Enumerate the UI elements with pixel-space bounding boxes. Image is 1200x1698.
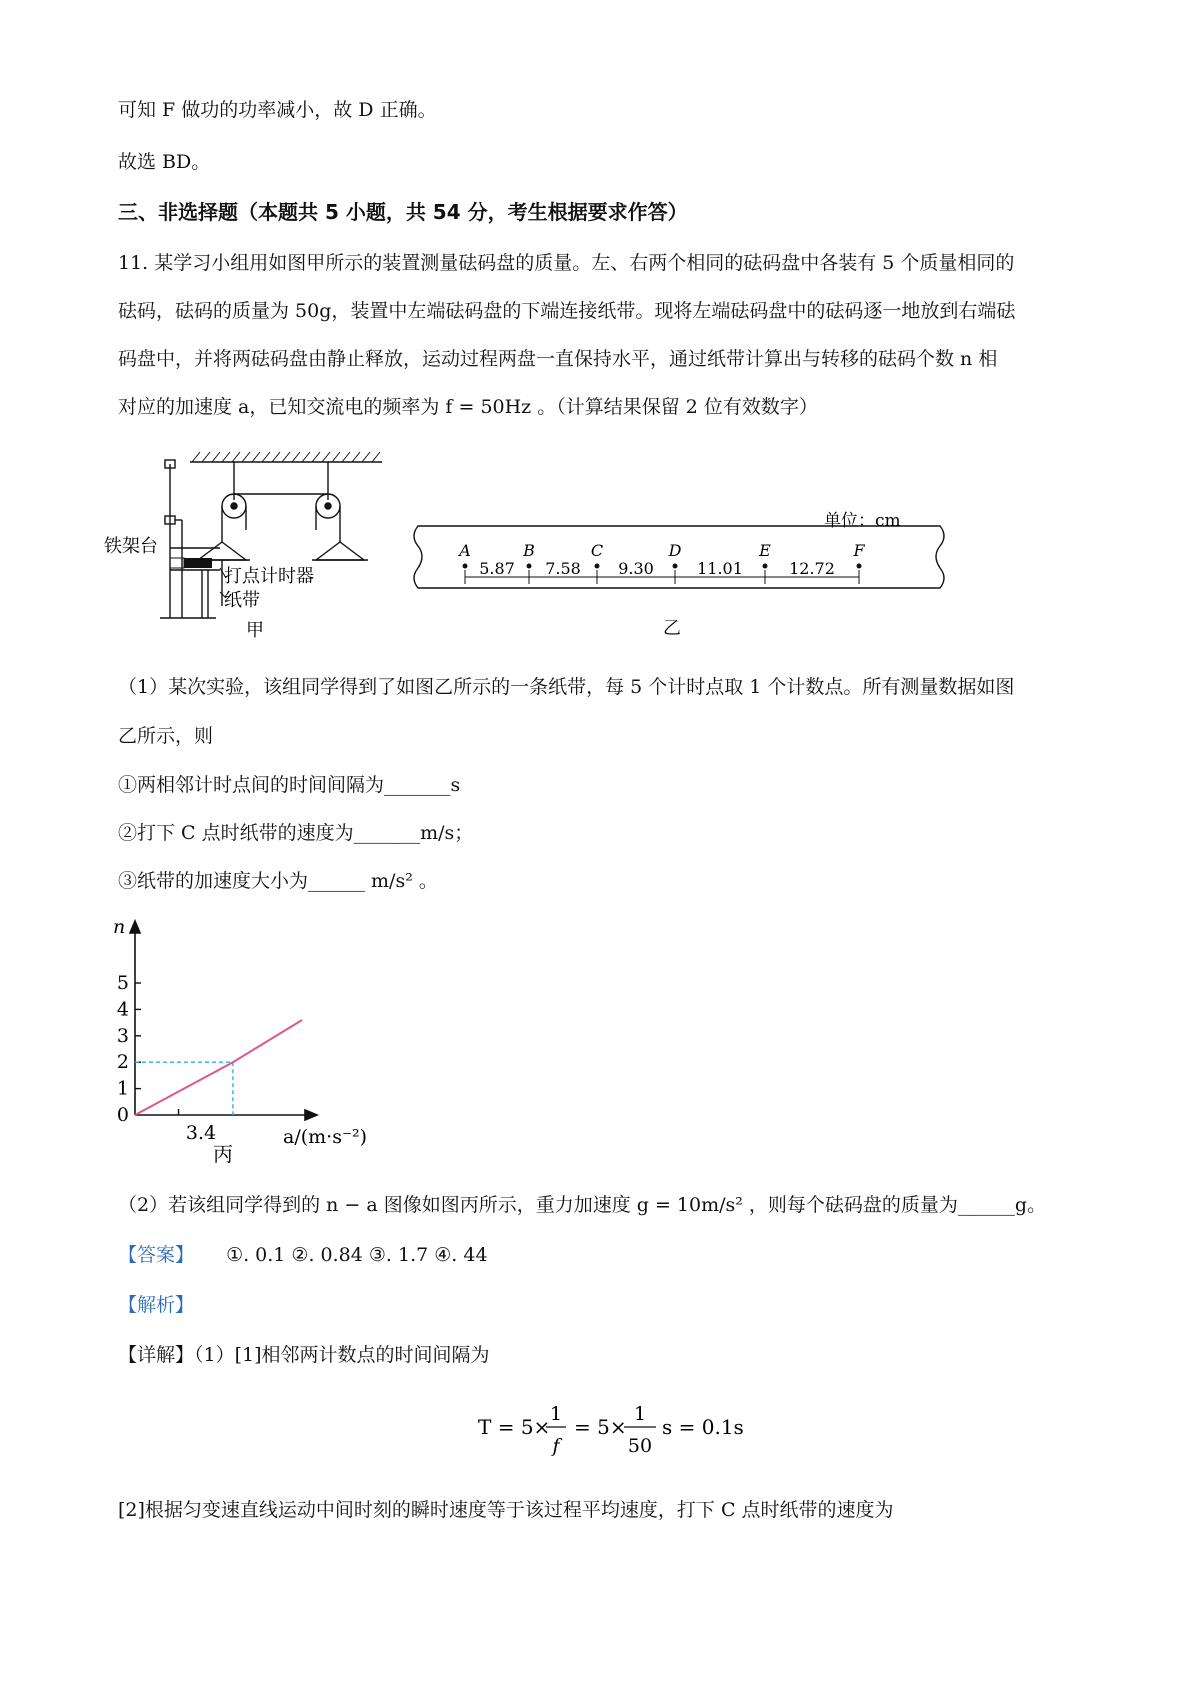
x-tick-label: 3.4	[185, 1122, 217, 1144]
fraction-2-denominator: 50	[627, 1435, 653, 1457]
x-axis-arrow	[305, 1110, 317, 1120]
fraction-1-denominator: f	[552, 1435, 560, 1457]
fraction-2-numerator: 1	[633, 1403, 647, 1425]
question-11-line-2: 砝码，砝码的质量为 50g，装置中左端砝码盘的下端连接纸带。现将左端砝码盘中的砝码逐一地放到右端砝	[118, 300, 1016, 322]
question-11-line-3: 码盘中，并将两砝码盘由静止释放，运动过程两盘一直保持水平，通过纸带计算出与转移的砝码个数 n 相	[118, 348, 998, 370]
tape-dot-d	[673, 564, 678, 569]
detail-line-2: [2]根据匀变速直线运动中间时刻的瞬时速度等于该过程平均速度，打下 C 点时纸带的速度为	[118, 1499, 894, 1521]
question-1-line-2: 乙所示，则	[118, 725, 214, 747]
distance-ab: 5.87	[479, 559, 515, 578]
tape-dot-a	[463, 564, 468, 569]
point-label-c: C	[590, 541, 604, 560]
unit-label: 单位：cm	[824, 511, 901, 531]
text-line-1: 可知 F 做功的功率减小，故 D 正确。	[118, 99, 437, 121]
text-line-2: 故选 BD。	[118, 151, 211, 173]
question-2-line: （2）若该组同学得到的 n − a 图像如图丙所示，重力加速度 g = 10m/s² ，则每个砝码盘的质量为______g。	[118, 1194, 1047, 1216]
tape-dot-b	[527, 564, 532, 569]
question-11-line-1: 11. 某学习小组用如图甲所示的装置测量砝码盘的质量。左、右两个相同的砝码盘中各装有 5 个质量相同的	[118, 252, 1015, 274]
answer-label: 【答案】	[118, 1244, 195, 1266]
y-tick-label: 0	[116, 1104, 129, 1126]
point-label-e: E	[759, 541, 771, 560]
detail-line-1	[118, 1340, 490, 1367]
y-tick-label: 2	[116, 1051, 129, 1074]
figure-bing-n-a-graph	[105, 915, 405, 1166]
y-tick-label: 3	[116, 1024, 129, 1047]
timer-label: 打点计时器	[224, 566, 314, 587]
figure-yi-paper-tape	[400, 510, 960, 645]
distance-bc: 7.58	[545, 559, 581, 578]
figure-yi-caption: 乙	[663, 618, 681, 639]
y-tick-label: 5	[116, 972, 129, 994]
figure-jia-apparatus	[104, 440, 400, 641]
question-1-blank-2: ②打下 C 点时纸带的速度为_______m/s；	[118, 822, 474, 844]
period-formula	[0, 1390, 1200, 1470]
y-tick-label: 1	[116, 1077, 129, 1100]
distance-de: 11.01	[697, 559, 743, 578]
question-11-line-4: 对应的加速度 a，已知交流电的频率为 f = 50Hz 。（计算结果保留 2 位有效数字）	[118, 396, 818, 418]
tape-dot-f	[857, 564, 862, 569]
tape-dot-e	[763, 564, 768, 569]
tape-dot-c	[595, 564, 600, 569]
n-a-line	[135, 1020, 302, 1115]
detail-label: 【详解】	[118, 1344, 195, 1366]
distance-ef: 12.72	[789, 559, 835, 578]
question-1-line-1: （1）某次实验，该组同学得到了如图乙所示的一条纸带，每 5 个计时点取 1 个计数点。所有测量数据如图	[118, 676, 1015, 698]
y-axis-label: n	[113, 916, 126, 938]
y-axis-arrow	[130, 921, 140, 933]
point-label-a: A	[459, 541, 471, 560]
question-1-blank-1: ①两相邻计时点间的时间间隔为_______s	[118, 774, 461, 796]
formula-mid: = 5×	[574, 1415, 627, 1439]
y-tick-label: 4	[116, 998, 129, 1021]
formula-lhs: T = 5×	[478, 1415, 551, 1439]
question-1-blank-3: ③纸带的加速度大小为______ m/s² 。	[118, 870, 438, 892]
answer-values: ①. 0.1 ②. 0.84 ③. 1.7 ④. 44	[226, 1244, 488, 1266]
formula-rhs: s = 0.1s	[662, 1415, 744, 1439]
figure-bing-caption: 丙	[213, 1142, 233, 1166]
point-label-d: D	[668, 541, 682, 560]
point-label-b: B	[523, 541, 535, 560]
tape-label: 纸带	[224, 590, 260, 611]
answer-line	[118, 1240, 488, 1267]
figure-jia-caption: 甲	[246, 620, 264, 641]
detail-text: （1）[1]相邻两计数点的时间间隔为	[194, 1344, 490, 1366]
section-heading: 三、非选择题（本题共 5 小题，共 54 分，考生根据要求作答）	[118, 200, 688, 224]
distance-cd: 9.30	[618, 559, 654, 578]
analysis-label: 【解析】	[118, 1294, 195, 1316]
x-axis-label: a/(m·s⁻²)	[283, 1126, 368, 1148]
fraction-1-numerator: 1	[549, 1403, 563, 1425]
stand-label: 铁架台	[104, 536, 158, 557]
point-label-f: F	[853, 541, 865, 560]
